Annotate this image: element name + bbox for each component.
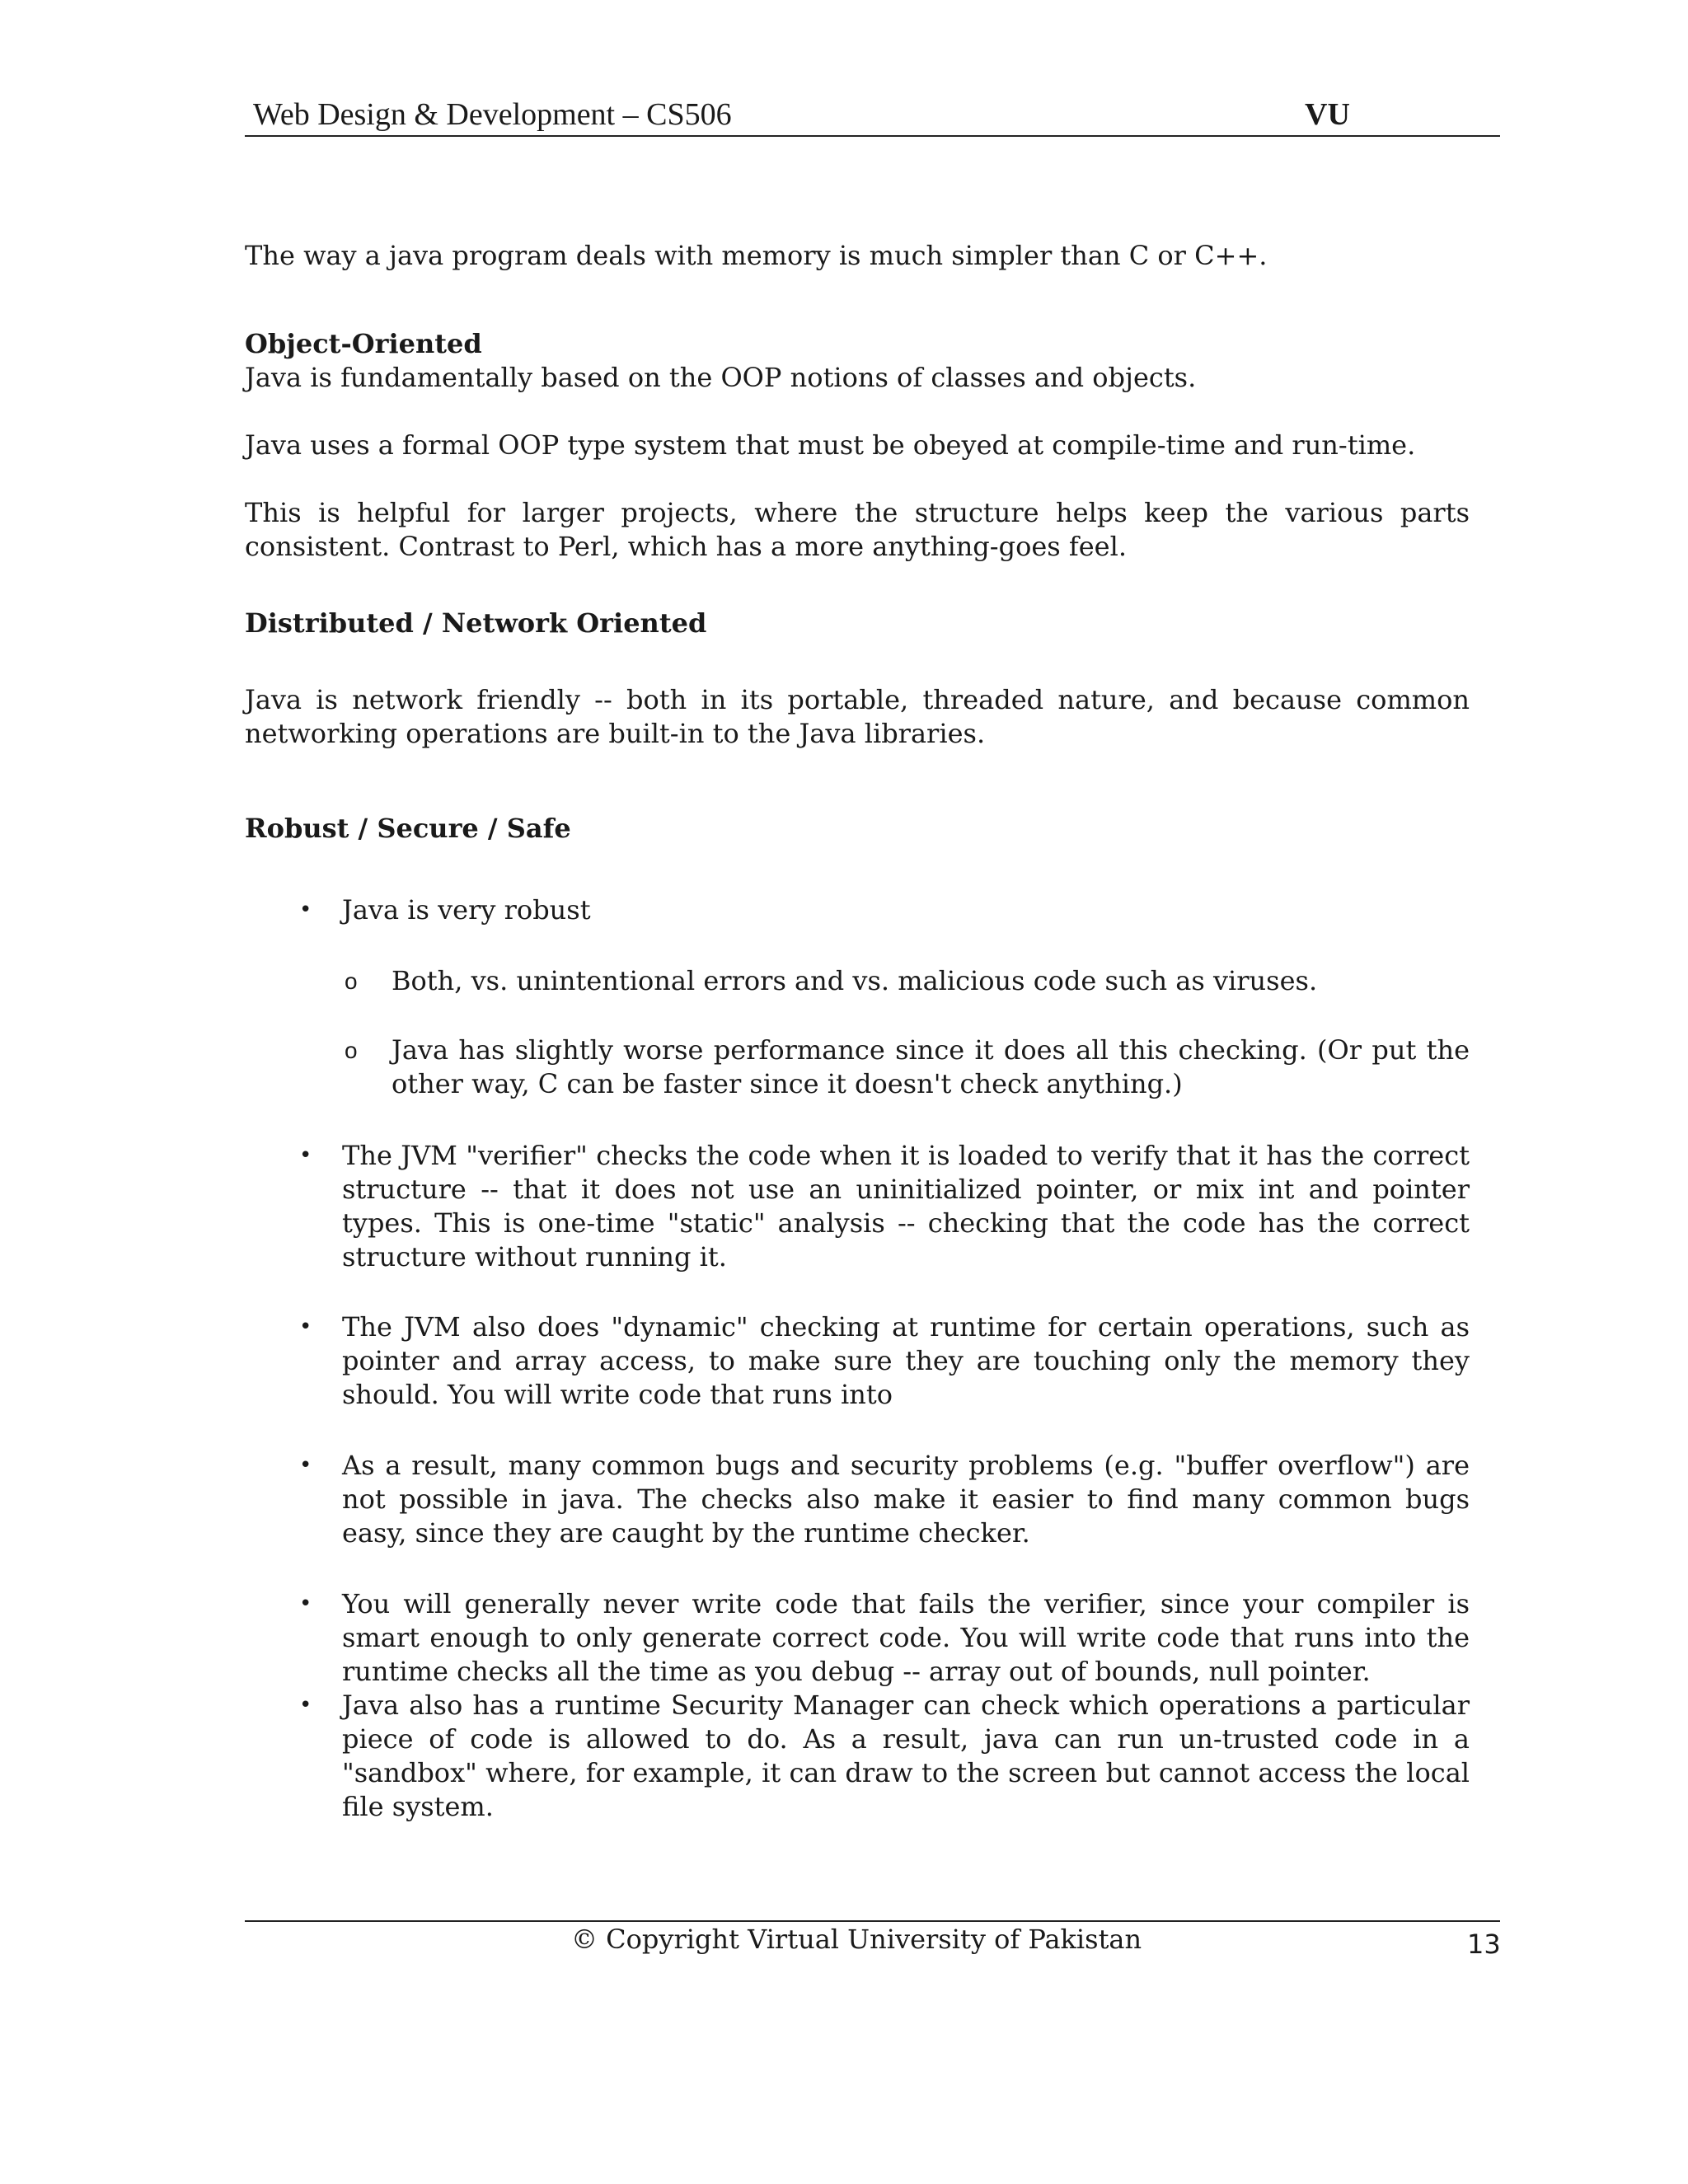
page-number: 13 [1467, 1929, 1501, 1960]
list-item-text: The JVM also does "dynamic" checking at runtime for certain operations, such as pointer and array access, to make sure they are touching only the memory they should. You will write code that runs into [342, 1311, 1470, 1410]
institution-label: VU [1305, 97, 1350, 132]
list-item [299, 1587, 1470, 1689]
sub-list-item-text: Both, vs. unintentional errors and vs. malicious code such as viruses. [392, 965, 1318, 996]
bullet-icon: • [299, 1591, 312, 1616]
paragraph: Java uses a formal OOP type system that must be obeyed at compile-time and run-time. [245, 429, 1416, 461]
sub-bullet-list [342, 964, 1470, 1101]
bullet-icon: • [299, 1693, 312, 1718]
sub-list-item-text: Java has slightly worse performance since it does all this checking. (Or put the other way, C can be faster since it doesn't check anything.) [392, 1034, 1470, 1099]
paragraph: This is helpful for larger projects, where the structure helps keep the various parts consistent. Contrast to Perl, which has a more anything-goes feel. [245, 497, 1470, 562]
list-item-text: The JVM "verifier" checks the code when it is loaded to verify that it has the correct structure -- that it does not use an uninitialized pointer, or mix int and pointer types. This is one-time "static" analysis -- checking that the code has the correct structure without running it. [342, 1140, 1470, 1272]
paragraph: Java is fundamentally based on the OOP notions of classes and objects. [245, 362, 1197, 393]
bullet-icon: • [299, 1143, 312, 1168]
sub-list-item [345, 964, 1470, 998]
page-content [245, 239, 1470, 1824]
paragraph: Java is network friendly -- both in its portable, threaded nature, and because common networking operations are built-in to the Java libraries. [245, 684, 1470, 749]
page-header [245, 97, 1500, 137]
list-item [299, 1139, 1470, 1274]
bullet-icon: • [299, 898, 312, 922]
course-title: Web Design & Development – CS506 [253, 97, 732, 132]
section-heading-object-oriented: Object-Oriented [245, 328, 482, 359]
bullet-icon: • [299, 1315, 312, 1339]
list-item [299, 1689, 1470, 1824]
list-item [299, 1449, 1470, 1550]
section-heading-distributed: Distributed / Network Oriented [245, 607, 707, 639]
list-item-text: Java is very robust [342, 894, 591, 926]
list-item-text: You will generally never write code that fails the verifier, since your compiler is smart enough to only generate correct code. You will write code that runs into the runtime checks all the time as you debug -- array out of bounds, null pointer. [342, 1588, 1470, 1687]
section-heading-robust: Robust / Secure / Safe [245, 813, 571, 844]
bullet-icon: • [299, 1453, 312, 1478]
footer-divider [245, 1920, 1500, 1922]
circle-bullet-icon: o [345, 1038, 358, 1063]
list-item-text: As a result, many common bugs and security problems (e.g. "buffer overflow") are not possible in java. The checks also make it easier to find many common bugs easy, since they are caught by the runtime checker. [342, 1450, 1470, 1549]
list-item-text: Java also has a runtime Security Manager can check which operations a particular piece of code is allowed to do. As a result, java can run un-trusted code in a "sandbox" where, for example, it can draw to the screen but cannot access the local file system. [342, 1690, 1470, 1822]
list-item [299, 1310, 1470, 1412]
robust-bullet-list [245, 893, 1470, 1824]
list-item [299, 893, 1470, 1101]
copyright-notice: © Copyright Virtual University of Pakistan [571, 1924, 1142, 1955]
intro-paragraph: The way a java program deals with memory is much simpler than C or C++. [245, 240, 1268, 271]
circle-bullet-icon: o [345, 968, 358, 994]
sub-list-item [345, 1033, 1470, 1101]
